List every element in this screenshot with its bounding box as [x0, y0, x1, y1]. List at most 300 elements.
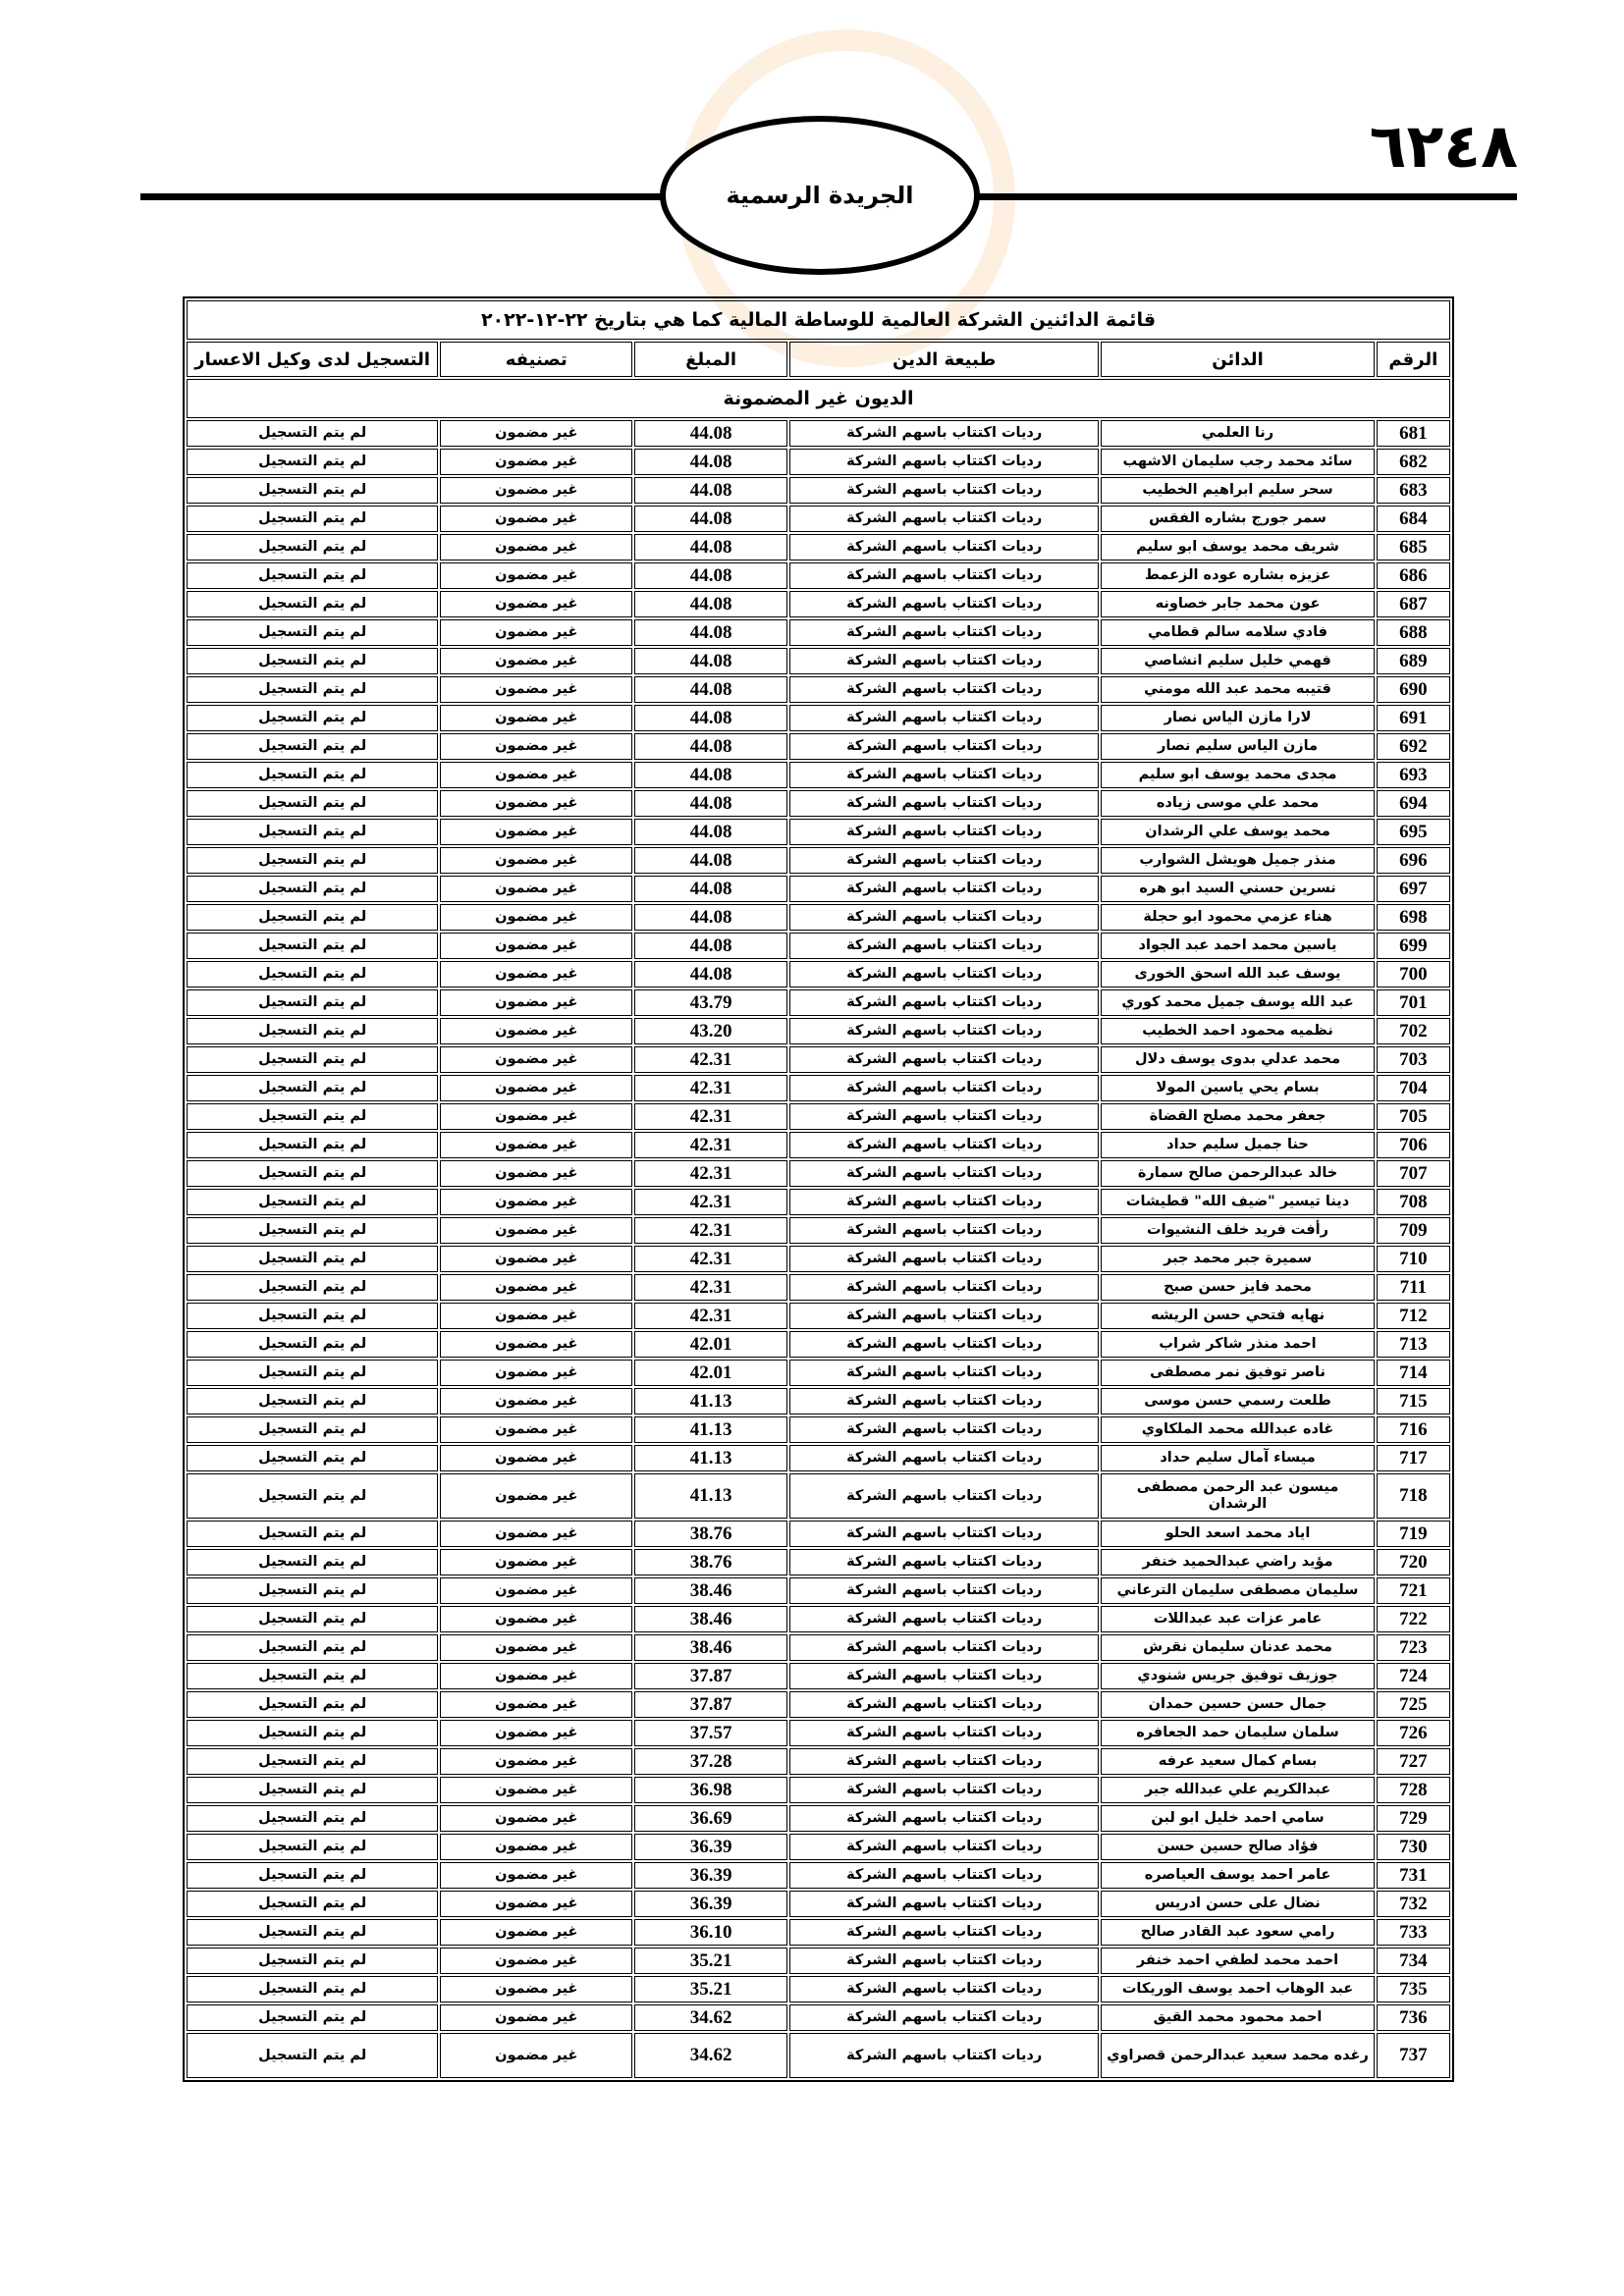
table-row [187, 1777, 1450, 1803]
amount: 37.57 [634, 1720, 787, 1746]
debt-nature: رديات اكتتاب باسهم الشركة [789, 449, 1099, 475]
debt-nature: رديات اكتتاب باسهم الشركة [789, 562, 1099, 589]
amount: 36.39 [634, 1891, 787, 1917]
table-row [187, 1691, 1450, 1718]
debt-nature: رديات اكتتاب باسهم الشركة [789, 933, 1099, 959]
classification: غير مضمون [440, 2004, 632, 2031]
creditor-name: نظميه محمود احمد الخطيب [1101, 1018, 1374, 1044]
classification: غير مضمون [440, 1132, 632, 1158]
registration-status: لم يتم التسجيل [187, 1217, 438, 1244]
amount: 44.08 [634, 648, 787, 674]
table-row [187, 1948, 1450, 1974]
creditor-name: سمر جورج بشاره الفقس [1101, 506, 1374, 532]
creditor-name: رغده محمد سعيد عبدالرحمن قصراوي [1101, 2033, 1374, 2078]
registration-status: لم يتم التسجيل [187, 449, 438, 475]
registration-status: لم يتم التسجيل [187, 1018, 438, 1044]
column-header-debt-nature: طبيعة الدين [789, 342, 1099, 377]
creditor-name: قتيبه محمد عبد الله مومني [1101, 676, 1374, 703]
registration-status: لم يتم التسجيل [187, 1445, 438, 1471]
gazette-title: الجريدة الرسمية [726, 182, 914, 209]
classification: غير مضمون [440, 1634, 632, 1661]
classification: غير مضمون [440, 1521, 632, 1547]
row-number: 704 [1377, 1075, 1450, 1101]
table-row [187, 933, 1450, 959]
amount: 44.08 [634, 676, 787, 703]
debt-nature: رديات اكتتاب باسهم الشركة [789, 1416, 1099, 1443]
creditor-name: مازن الياس سليم نصار [1101, 733, 1374, 760]
table-row [187, 562, 1450, 589]
row-number: 710 [1377, 1246, 1450, 1272]
registration-status: لم يتم التسجيل [187, 733, 438, 760]
row-number: 722 [1377, 1606, 1450, 1632]
row-number: 705 [1377, 1103, 1450, 1130]
registration-status: لم يتم التسجيل [187, 1046, 438, 1073]
amount: 37.28 [634, 1748, 787, 1775]
amount: 43.79 [634, 989, 787, 1016]
debt-nature: رديات اكتتاب باسهم الشركة [789, 705, 1099, 731]
classification: غير مضمون [440, 1834, 632, 1860]
row-number: 728 [1377, 1777, 1450, 1803]
debt-nature: رديات اكتتاب باسهم الشركة [789, 1103, 1099, 1130]
debt-nature: رديات اكتتاب باسهم الشركة [789, 1948, 1099, 1974]
table-title: قائمة الدائنين الشركة العالمية للوساطة المالية كما هي بتاريخ ٢٢-١٢-٢٠٢٢ [187, 300, 1450, 340]
amount: 44.08 [634, 904, 787, 931]
amount: 42.01 [634, 1331, 787, 1358]
classification: غير مضمون [440, 1388, 632, 1415]
registration-status: لم يتم التسجيل [187, 1691, 438, 1718]
debt-nature: رديات اكتتاب باسهم الشركة [789, 1720, 1099, 1746]
classification: غير مضمون [440, 449, 632, 475]
debt-nature: رديات اكتتاب باسهم الشركة [789, 1663, 1099, 1689]
table-row [187, 847, 1450, 874]
classification: غير مضمون [440, 989, 632, 1016]
row-number: 690 [1377, 676, 1450, 703]
debt-nature: رديات اكتتاب باسهم الشركة [789, 1521, 1099, 1547]
row-number: 699 [1377, 933, 1450, 959]
debt-nature: رديات اكتتاب باسهم الشركة [789, 847, 1099, 874]
creditor-name: رامي سعود عبد القادر صالح [1101, 1919, 1374, 1946]
classification: غير مضمون [440, 1416, 632, 1443]
creditor-name: محمد عدلي بدوى يوسف دلال [1101, 1046, 1374, 1073]
table-row [187, 1160, 1450, 1187]
classification: غير مضمون [440, 933, 632, 959]
amount: 42.31 [634, 1217, 787, 1244]
table-row [187, 876, 1450, 902]
creditor-name: عامر عزات عبد عبداللات [1101, 1606, 1374, 1632]
creditor-name: جمال حسن حسين حمدان [1101, 1691, 1374, 1718]
table-row [187, 506, 1450, 532]
registration-status: لم يتم التسجيل [187, 876, 438, 902]
debt-nature: رديات اكتتاب باسهم الشركة [789, 2004, 1099, 2031]
table-row [187, 1103, 1450, 1130]
debt-nature: رديات اكتتاب باسهم الشركة [789, 506, 1099, 532]
registration-status: لم يتم التسجيل [187, 1521, 438, 1547]
amount: 35.21 [634, 1976, 787, 2002]
row-number: 691 [1377, 705, 1450, 731]
debt-nature: رديات اكتتاب باسهم الشركة [789, 1160, 1099, 1187]
table-row [187, 1189, 1450, 1215]
amount: 42.31 [634, 1046, 787, 1073]
debt-nature: رديات اكتتاب باسهم الشركة [789, 591, 1099, 617]
table-row [187, 1388, 1450, 1415]
row-number: 703 [1377, 1046, 1450, 1073]
amount: 44.08 [634, 733, 787, 760]
amount: 44.08 [634, 562, 787, 589]
registration-status: لم يتم التسجيل [187, 1577, 438, 1604]
debt-nature: رديات اكتتاب باسهم الشركة [789, 1691, 1099, 1718]
classification: غير مضمون [440, 477, 632, 504]
row-number: 736 [1377, 2004, 1450, 2031]
amount: 44.08 [634, 705, 787, 731]
table-row [187, 1473, 1450, 1519]
row-number: 719 [1377, 1521, 1450, 1547]
registration-status: لم يتم التسجيل [187, 562, 438, 589]
classification: غير مضمون [440, 562, 632, 589]
table-row [187, 819, 1450, 845]
registration-status: لم يتم التسجيل [187, 1303, 438, 1329]
registration-status: لم يتم التسجيل [187, 1274, 438, 1301]
row-number: 702 [1377, 1018, 1450, 1044]
row-number: 695 [1377, 819, 1450, 845]
creditor-name: حنا جميل سليم حداد [1101, 1132, 1374, 1158]
row-number: 737 [1377, 2033, 1450, 2078]
classification: غير مضمون [440, 420, 632, 447]
creditor-name: بسام كمال سعيد عرفه [1101, 1748, 1374, 1775]
row-number: 694 [1377, 790, 1450, 817]
amount: 44.08 [634, 819, 787, 845]
amount: 37.87 [634, 1691, 787, 1718]
debt-nature: رديات اكتتاب باسهم الشركة [789, 1634, 1099, 1661]
amount: 36.69 [634, 1805, 787, 1832]
row-number: 730 [1377, 1834, 1450, 1860]
registration-status: لم يتم التسجيل [187, 2033, 438, 2078]
creditor-name: سميرة جبر محمد جبر [1101, 1246, 1374, 1272]
classification: غير مضمون [440, 1331, 632, 1358]
creditor-name: محمد يوسف علي الرشدان [1101, 819, 1374, 845]
row-number: 725 [1377, 1691, 1450, 1718]
classification: غير مضمون [440, 534, 632, 561]
creditor-name: عبد الوهاب احمد يوسف الوريكات [1101, 1976, 1374, 2002]
table-row [187, 449, 1450, 475]
debt-nature: رديات اكتتاب باسهم الشركة [789, 1303, 1099, 1329]
amount: 44.08 [634, 847, 787, 874]
table-row [187, 648, 1450, 674]
registration-status: لم يتم التسجيل [187, 1549, 438, 1575]
creditor-name: فهمي خليل سليم انشاصي [1101, 648, 1374, 674]
table-row [187, 1891, 1450, 1917]
debt-nature: رديات اكتتاب باسهم الشركة [789, 1473, 1099, 1519]
debt-nature: رديات اكتتاب باسهم الشركة [789, 1748, 1099, 1775]
creditor-name: فؤاد صالح حسين حسن [1101, 1834, 1374, 1860]
registration-status: لم يتم التسجيل [187, 961, 438, 988]
creditor-name: ناصر توفيق نمر مصطفى [1101, 1360, 1374, 1386]
debt-nature: رديات اكتتاب باسهم الشركة [789, 1189, 1099, 1215]
row-number: 713 [1377, 1331, 1450, 1358]
row-number: 714 [1377, 1360, 1450, 1386]
creditor-name: محمد عدنان سليمان نقرش [1101, 1634, 1374, 1661]
table-row [187, 2033, 1450, 2078]
amount: 42.31 [634, 1075, 787, 1101]
table-row [187, 1046, 1450, 1073]
column-header-number: الرقم [1377, 342, 1450, 377]
debt-nature: رديات اكتتاب باسهم الشركة [789, 534, 1099, 561]
classification: غير مضمون [440, 733, 632, 760]
classification: غير مضمون [440, 705, 632, 731]
registration-status: لم يتم التسجيل [187, 847, 438, 874]
table-row [187, 1919, 1450, 1946]
debt-nature: رديات اكتتاب باسهم الشركة [789, 762, 1099, 788]
creditor-name: سامي احمد خليل ابو لبن [1101, 1805, 1374, 1832]
registration-status: لم يتم التسجيل [187, 989, 438, 1016]
debt-nature: رديات اكتتاب باسهم الشركة [789, 1132, 1099, 1158]
registration-status: لم يتم التسجيل [187, 1976, 438, 2002]
amount: 44.08 [634, 933, 787, 959]
classification: غير مضمون [440, 676, 632, 703]
table-row [187, 790, 1450, 817]
amount: 34.62 [634, 2033, 787, 2078]
debt-nature: رديات اكتتاب باسهم الشركة [789, 961, 1099, 988]
debt-nature: رديات اكتتاب باسهم الشركة [789, 1862, 1099, 1889]
debt-nature: رديات اكتتاب باسهم الشركة [789, 790, 1099, 817]
amount: 38.46 [634, 1606, 787, 1632]
classification: غير مضمون [440, 2033, 632, 2078]
creditor-name: دينا تيسير "ضيف الله" قطيشات [1101, 1189, 1374, 1215]
amount: 41.13 [634, 1473, 787, 1519]
creditor-name: احمد محمود محمد القيق [1101, 2004, 1374, 2031]
registration-status: لم يتم التسجيل [187, 1862, 438, 1889]
registration-status: لم يتم التسجيل [187, 1720, 438, 1746]
table-row [187, 961, 1450, 988]
table-row [187, 1606, 1450, 1632]
classification: غير مضمون [440, 1274, 632, 1301]
creditor-name: احمد محمد لطفي احمد خنفر [1101, 1948, 1374, 1974]
debt-nature: رديات اكتتاب باسهم الشركة [789, 1606, 1099, 1632]
table-row [187, 676, 1450, 703]
amount: 38.46 [634, 1634, 787, 1661]
classification: غير مضمون [440, 1360, 632, 1386]
row-number: 698 [1377, 904, 1450, 931]
table-row [187, 989, 1450, 1016]
classification: غير مضمون [440, 904, 632, 931]
registration-status: لم يتم التسجيل [187, 1160, 438, 1187]
row-number: 733 [1377, 1919, 1450, 1946]
creditors-table [183, 296, 1454, 2082]
classification: غير مضمون [440, 762, 632, 788]
debt-nature: رديات اكتتاب باسهم الشركة [789, 989, 1099, 1016]
classification: غير مضمون [440, 1445, 632, 1471]
creditor-name: مؤيد راضي عبدالحميد خنفر [1101, 1549, 1374, 1575]
amount: 34.62 [634, 2004, 787, 2031]
registration-status: لم يتم التسجيل [187, 477, 438, 504]
creditor-name: ياسين محمد احمد عبد الجواد [1101, 933, 1374, 959]
section-title: الديون غير المضمونة [187, 379, 1450, 418]
amount: 43.20 [634, 1018, 787, 1044]
classification: غير مضمون [440, 1606, 632, 1632]
creditor-name: خالد عبدالرحمن صالح سمارة [1101, 1160, 1374, 1187]
table-row [187, 1862, 1450, 1889]
creditor-name: سلمان سليمان حمد الجعافره [1101, 1720, 1374, 1746]
creditor-name: عامر احمد يوسف العياصره [1101, 1862, 1374, 1889]
table-row [187, 1634, 1450, 1661]
amount: 42.31 [634, 1103, 787, 1130]
registration-status: لم يتم التسجيل [187, 1473, 438, 1519]
classification: غير مضمون [440, 1577, 632, 1604]
classification: غير مضمون [440, 1948, 632, 1974]
creditor-name: سليمان مصطفى سليمان الترعاني [1101, 1577, 1374, 1604]
table-row [187, 1274, 1450, 1301]
classification: غير مضمون [440, 591, 632, 617]
creditor-name: نضال على حسن ادريس [1101, 1891, 1374, 1917]
debt-nature: رديات اكتتاب باسهم الشركة [789, 876, 1099, 902]
row-number: 681 [1377, 420, 1450, 447]
registration-status: لم يتم التسجيل [187, 1132, 438, 1158]
table-row [187, 1217, 1450, 1244]
classification: غير مضمون [440, 1549, 632, 1575]
registration-status: لم يتم التسجيل [187, 1919, 438, 1946]
amount: 41.13 [634, 1445, 787, 1471]
table-row [187, 1663, 1450, 1689]
amount: 44.08 [634, 762, 787, 788]
classification: غير مضمون [440, 1303, 632, 1329]
row-number: 686 [1377, 562, 1450, 589]
amount: 44.08 [634, 876, 787, 902]
amount: 42.31 [634, 1303, 787, 1329]
debt-nature: رديات اكتتاب باسهم الشركة [789, 1549, 1099, 1575]
table-row [187, 1018, 1450, 1044]
amount: 42.01 [634, 1360, 787, 1386]
row-number: 717 [1377, 1445, 1450, 1471]
classification: غير مضمون [440, 648, 632, 674]
row-number: 729 [1377, 1805, 1450, 1832]
creditor-name: ميسون عبد الرحمن مصطفى الرشدان [1101, 1473, 1374, 1519]
creditor-name: غاده عبدالله محمد الملكاوي [1101, 1416, 1374, 1443]
creditor-name: منذر جميل هويشل الشوارب [1101, 847, 1374, 874]
classification: غير مضمون [440, 1075, 632, 1101]
classification: غير مضمون [440, 1473, 632, 1519]
classification: غير مضمون [440, 1217, 632, 1244]
creditor-name: لارا مازن الياس نصار [1101, 705, 1374, 731]
row-number: 734 [1377, 1948, 1450, 1974]
registration-status: لم يتم التسجيل [187, 2004, 438, 2031]
registration-status: لم يتم التسجيل [187, 648, 438, 674]
row-number: 684 [1377, 506, 1450, 532]
registration-status: لم يتم التسجيل [187, 1606, 438, 1632]
debt-nature: رديات اكتتاب باسهم الشركة [789, 819, 1099, 845]
row-number: 685 [1377, 534, 1450, 561]
amount: 44.08 [634, 790, 787, 817]
debt-nature: رديات اكتتاب باسهم الشركة [789, 619, 1099, 646]
classification: غير مضمون [440, 1103, 632, 1130]
row-number: 718 [1377, 1473, 1450, 1519]
creditor-name: نهايه فتحي حسن الريشه [1101, 1303, 1374, 1329]
amount: 38.76 [634, 1521, 787, 1547]
classification: غير مضمون [440, 1018, 632, 1044]
row-number: 711 [1377, 1274, 1450, 1301]
amount: 44.08 [634, 591, 787, 617]
registration-status: لم يتم التسجيل [187, 1805, 438, 1832]
table-row [187, 1577, 1450, 1604]
creditor-name: عون محمد جابر خصاونه [1101, 591, 1374, 617]
table-row [187, 477, 1450, 504]
debt-nature: رديات اكتتاب باسهم الشركة [789, 1577, 1099, 1604]
debt-nature: رديات اكتتاب باسهم الشركة [789, 1777, 1099, 1803]
registration-status: لم يتم التسجيل [187, 1331, 438, 1358]
registration-status: لم يتم التسجيل [187, 1246, 438, 1272]
table-row [187, 1748, 1450, 1775]
creditor-name: سائد محمد رجب سليمان الاشهب [1101, 449, 1374, 475]
row-number: 707 [1377, 1160, 1450, 1187]
registration-status: لم يتم التسجيل [187, 1748, 438, 1775]
table-row [187, 1549, 1450, 1575]
amount: 41.13 [634, 1416, 787, 1443]
classification: غير مضمون [440, 1189, 632, 1215]
amount: 38.76 [634, 1549, 787, 1575]
table-row [187, 534, 1450, 561]
column-header-registration: التسجيل لدى وكيل الاعسار [187, 342, 438, 377]
row-number: 727 [1377, 1748, 1450, 1775]
registration-status: لم يتم التسجيل [187, 790, 438, 817]
registration-status: لم يتم التسجيل [187, 1891, 438, 1917]
row-number: 701 [1377, 989, 1450, 1016]
debt-nature: رديات اكتتاب باسهم الشركة [789, 1217, 1099, 1244]
row-number: 693 [1377, 762, 1450, 788]
table-row [187, 1246, 1450, 1272]
table-row [187, 1360, 1450, 1386]
row-number: 715 [1377, 1388, 1450, 1415]
table-row [187, 591, 1450, 617]
registration-status: لم يتم التسجيل [187, 676, 438, 703]
row-number: 689 [1377, 648, 1450, 674]
table-row [187, 1075, 1450, 1101]
classification: غير مضمون [440, 790, 632, 817]
debt-nature: رديات اكتتاب باسهم الشركة [789, 1075, 1099, 1101]
row-number: 696 [1377, 847, 1450, 874]
amount: 36.98 [634, 1777, 787, 1803]
classification: غير مضمون [440, 1748, 632, 1775]
table-row [187, 1445, 1450, 1471]
registration-status: لم يتم التسجيل [187, 1388, 438, 1415]
classification: غير مضمون [440, 506, 632, 532]
gazette-emblem [660, 116, 980, 275]
registration-status: لم يتم التسجيل [187, 1634, 438, 1661]
registration-status: لم يتم التسجيل [187, 819, 438, 845]
table-row [187, 2004, 1450, 2031]
classification: غير مضمون [440, 1663, 632, 1689]
registration-status: لم يتم التسجيل [187, 1416, 438, 1443]
table-row [187, 762, 1450, 788]
classification: غير مضمون [440, 1246, 632, 1272]
debt-nature: رديات اكتتاب باسهم الشركة [789, 1445, 1099, 1471]
table-row [187, 733, 1450, 760]
classification: غير مضمون [440, 619, 632, 646]
registration-status: لم يتم التسجيل [187, 1948, 438, 1974]
amount: 44.08 [634, 420, 787, 447]
amount: 36.39 [634, 1834, 787, 1860]
creditor-name: جعفر محمد مصلح القضاة [1101, 1103, 1374, 1130]
creditor-name: سحر سليم ابراهيم الخطيب [1101, 477, 1374, 504]
debt-nature: رديات اكتتاب باسهم الشركة [789, 648, 1099, 674]
debt-nature: رديات اكتتاب باسهم الشركة [789, 420, 1099, 447]
column-header-classification: تصنيفه [440, 342, 632, 377]
row-number: 687 [1377, 591, 1450, 617]
row-number: 720 [1377, 1549, 1450, 1575]
row-number: 716 [1377, 1416, 1450, 1443]
creditor-name: هناء عزمي محمود ابو حجلة [1101, 904, 1374, 931]
registration-status: لم يتم التسجيل [187, 1663, 438, 1689]
classification: غير مضمون [440, 876, 632, 902]
creditor-name: رنا العلمي [1101, 420, 1374, 447]
amount: 44.08 [634, 961, 787, 988]
